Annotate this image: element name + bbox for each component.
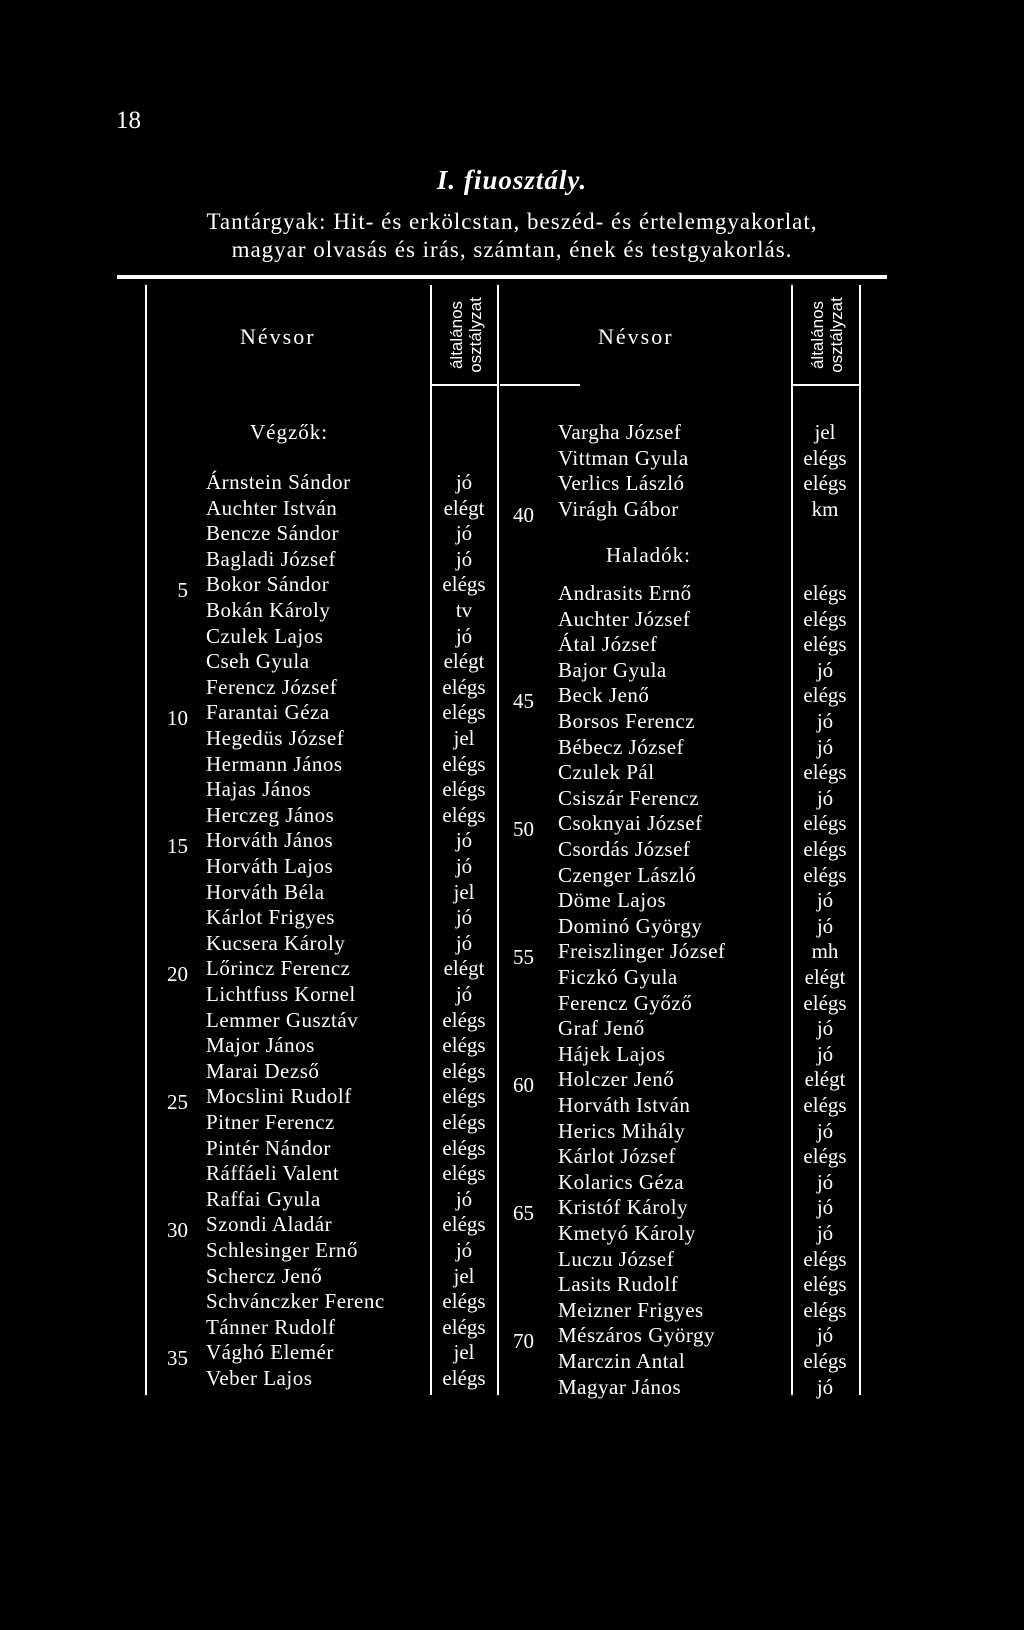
student-name: Csiszár Ferencz (558, 785, 700, 810)
student-grade: elégs (803, 1349, 847, 1373)
student-grade: jó (816, 1374, 834, 1399)
student-name: Mészáros György (558, 1323, 716, 1348)
student-grade: elégs (803, 990, 847, 1015)
student-grade: elégs (442, 700, 486, 725)
student-grade: elégs (803, 1093, 847, 1117)
student-name: Horváth János (206, 828, 334, 853)
student-grade: elégs (442, 572, 486, 597)
student-name: Lasits Rudolf (558, 1272, 679, 1297)
student-name: Vittman Gyula (558, 445, 689, 470)
student-name: Tánner Rudolf (206, 1314, 336, 1339)
row-number: 20 (167, 962, 188, 987)
student-name: Horváth István (558, 1093, 691, 1117)
student-grade: elégs (803, 1246, 847, 1271)
student-name: Hermann János (206, 751, 343, 776)
student-grade: mh (811, 939, 839, 964)
student-name: Andrasits Ernő (558, 581, 692, 605)
student-name: Meizner Frigyes (558, 1297, 704, 1322)
student-name: Vághó Elemér (206, 1340, 334, 1365)
student-grade: elégt (443, 956, 485, 981)
student-name: Borsos Ferencz (558, 709, 696, 733)
student-grade: elégs (803, 837, 847, 861)
student-grade: elégs (803, 862, 847, 887)
student-name: Czenger László (558, 862, 697, 887)
student-name: Átal József (558, 632, 658, 657)
student-grade: elégs (442, 1084, 486, 1109)
student-name: Schvánczker Ferenc (206, 1289, 385, 1314)
student-grade: jó (455, 470, 473, 494)
student-name: Magyar János (558, 1374, 682, 1399)
student-grade: jó (455, 1238, 473, 1262)
student-name: Herczeg János (206, 802, 335, 827)
student-name: Kmetyó Károly (558, 1221, 696, 1245)
student-grade: elégs (442, 1161, 486, 1186)
student-grade: elégs (803, 1144, 847, 1169)
student-name: Lichtfuss Kornel (206, 982, 356, 1006)
student-grade: elégt (804, 965, 846, 989)
student-name: Kolarics Géza (558, 1169, 685, 1194)
student-name: Czulek Lajos (206, 623, 324, 648)
row-number: 25 (167, 1090, 188, 1115)
student-grade: jó (455, 1186, 473, 1211)
row-number: 5 (177, 578, 188, 603)
student-grade: jó (455, 854, 473, 878)
student-grade: elégs (442, 777, 486, 802)
student-name: Ráffáeli Valent (206, 1161, 340, 1186)
row-number: 35 (167, 1346, 188, 1371)
student-name: Raffai Gyula (206, 1186, 321, 1211)
student-grade: elégs (803, 1272, 847, 1297)
student-name: Bébecz József (558, 734, 685, 759)
row-number: 15 (167, 834, 188, 859)
row-number: 45 (513, 689, 534, 714)
student-grade: elégs (803, 632, 847, 657)
row-number: 10 (167, 706, 188, 731)
student-grade: jó (455, 982, 473, 1006)
student-name: Graf Jenő (558, 1016, 645, 1041)
student-grade: jó (455, 521, 473, 546)
student-name: Vargha József (558, 420, 682, 444)
student-grade: jó (816, 1041, 834, 1066)
student-grade: jó (816, 1169, 834, 1194)
student-name: Kárlot Frigyes (206, 905, 335, 930)
student-grade: elégs (803, 471, 847, 496)
header-left-grade-2: osztályzat (466, 297, 485, 373)
student-name: Auchter István (206, 495, 338, 520)
student-name: Auchter József (558, 606, 691, 631)
header-left-grade-1: általános (447, 300, 466, 370)
student-grade: elégs (442, 1110, 486, 1134)
student-grade: jó (455, 905, 473, 930)
student-grade: elégs (442, 1135, 486, 1160)
subjects-line-1: Tantárgyak: Hit- és erkölcstan, beszéd- és értelemgyakorlat, (206, 209, 818, 234)
student-grade: elégs (803, 1297, 847, 1322)
student-grade: elégs (442, 1033, 486, 1058)
right-heading: Haladók: (606, 543, 691, 567)
student-name: Ficzkó Gyula (558, 965, 678, 989)
left-grade-right-border (497, 285, 499, 1395)
student-grade: jó (816, 785, 834, 810)
student-name: Dominó György (558, 913, 703, 938)
student-grade: jó (816, 657, 834, 682)
student-grade: elégs (442, 802, 486, 827)
student-name: Schercz Jenő (206, 1263, 323, 1288)
row-number: 50 (513, 817, 534, 842)
student-name: Luczu József (558, 1246, 675, 1271)
student-grade: elégs (803, 606, 847, 631)
student-grade: jó (816, 734, 834, 759)
student-name: Kucsera Károly (206, 930, 346, 955)
row-number: 60 (513, 1073, 534, 1098)
student-grade: jó (816, 709, 834, 733)
student-grade: jel (453, 726, 475, 750)
student-name: Lemmer Gusztáv (206, 1007, 359, 1032)
student-grade: jó (816, 1016, 834, 1041)
student-name: Ferencz József (206, 674, 338, 699)
header-right-grade-2: osztályzat (827, 297, 846, 373)
row-number: 40 (513, 502, 534, 527)
subjects-line-2: magyar olvasás és irás, számtan, ének és testgyakorlás. (231, 237, 793, 262)
table-right-border (859, 285, 861, 1395)
student-grade: jel (814, 420, 836, 444)
student-grade: elégs (442, 1007, 486, 1032)
student-grade: elégs (803, 581, 847, 605)
student-name: Holczer Jenő (558, 1067, 675, 1092)
student-name: Pitner Ferencz (206, 1110, 335, 1134)
student-grade: jó (816, 1221, 834, 1245)
row-number: 70 (513, 1329, 534, 1354)
student-name: Hájek Lajos (558, 1041, 666, 1066)
student-grade: km (811, 496, 839, 521)
student-grade: elégs (442, 1366, 486, 1390)
student-grade: elégs (803, 760, 847, 785)
student-grade: jó (455, 930, 473, 955)
student-name: Bajor Gyula (558, 657, 667, 682)
student-grade: elégs (442, 1289, 486, 1314)
student-grade: jó (816, 1118, 834, 1143)
student-name: Hajas János (206, 777, 312, 802)
student-name: Lőrincz Ferencz (206, 956, 351, 981)
student-name: Bagladi József (206, 546, 337, 571)
student-name: Bokán Károly (206, 598, 331, 622)
student-name: Farantai Géza (206, 700, 330, 725)
student-grade: elégs (803, 811, 847, 836)
student-name: Kárlot József (558, 1144, 676, 1169)
student-name: Horváth Béla (206, 879, 325, 904)
student-name: Herics Mihály (558, 1118, 686, 1143)
student-grade: elégs (442, 1314, 486, 1339)
student-name: Mocslini Rudolf (206, 1084, 352, 1109)
student-grade: jó (816, 1323, 834, 1348)
student-name: Szondi Aladár (206, 1212, 333, 1237)
student-name: Hegedüs József (206, 726, 345, 750)
student-name: Döme Lajos (558, 888, 667, 913)
student-grade: jó (455, 828, 473, 853)
student-name: Beck Jenő (558, 683, 650, 708)
student-name: Árnstein Sándor (206, 470, 351, 494)
student-name: Kristóf Károly (558, 1195, 689, 1220)
student-name: Bokor Sándor (206, 572, 330, 597)
student-grade: jó (816, 888, 834, 913)
student-name: Cseh Gyula (206, 649, 310, 674)
student-grade: jel (453, 1340, 475, 1365)
student-grade: jó (816, 1195, 834, 1220)
student-grade: tv (455, 598, 473, 622)
student-grade: elégs (442, 751, 486, 776)
student-name: Csoknyai József (558, 811, 703, 836)
header-right-name: Névsor (598, 324, 674, 349)
student-name: Csordás József (558, 837, 691, 861)
student-grade: elégt (443, 649, 485, 674)
student-grade: elégs (803, 445, 847, 470)
student-grade: jel (453, 1263, 475, 1288)
student-name: Horváth Lajos (206, 854, 334, 878)
student-name: Veber Lajos (206, 1366, 313, 1390)
header-separator-right (791, 384, 859, 386)
student-name: Major János (206, 1033, 315, 1058)
top-rule (117, 275, 887, 279)
student-grade: jó (455, 546, 473, 571)
student-grade: elégt (804, 1067, 846, 1092)
student-grade: elégs (803, 683, 847, 708)
student-name: Freiszlinger József (558, 939, 726, 964)
header-separator-left (430, 384, 497, 386)
student-name: Ferencz Győző (558, 990, 693, 1015)
row-number: 65 (513, 1201, 534, 1226)
student-grade: jó (455, 623, 473, 648)
header-separator-middle (500, 384, 580, 386)
header-left-name: Névsor (240, 324, 316, 349)
student-grade: elégs (442, 674, 486, 699)
page-number: 18 (116, 107, 141, 134)
student-grade: elégs (442, 1212, 486, 1237)
student-name: Schlesinger Ernő (206, 1238, 359, 1262)
student-name: Czulek Pál (558, 760, 655, 785)
student-name: Pintér Nándor (206, 1135, 331, 1160)
left-heading: Végzők: (250, 420, 329, 444)
table-left-border (145, 285, 147, 1395)
student-grade: elégt (443, 495, 485, 520)
student-grade: jó (816, 913, 834, 938)
header-right-grade-1: általános (808, 300, 827, 370)
student-name: Marczin Antal (558, 1349, 686, 1373)
student-grade: jel (453, 879, 475, 904)
student-grade: elégs (442, 1058, 486, 1083)
row-number: 55 (513, 945, 534, 970)
student-name: Marai Dezső (206, 1058, 320, 1083)
student-name: Virágh Gábor (558, 496, 679, 521)
student-name: Bencze Sándor (206, 521, 340, 546)
row-number: 30 (167, 1218, 188, 1243)
section-title: I. fiuosztály. (436, 165, 588, 195)
student-name: Verlics László (558, 471, 685, 496)
